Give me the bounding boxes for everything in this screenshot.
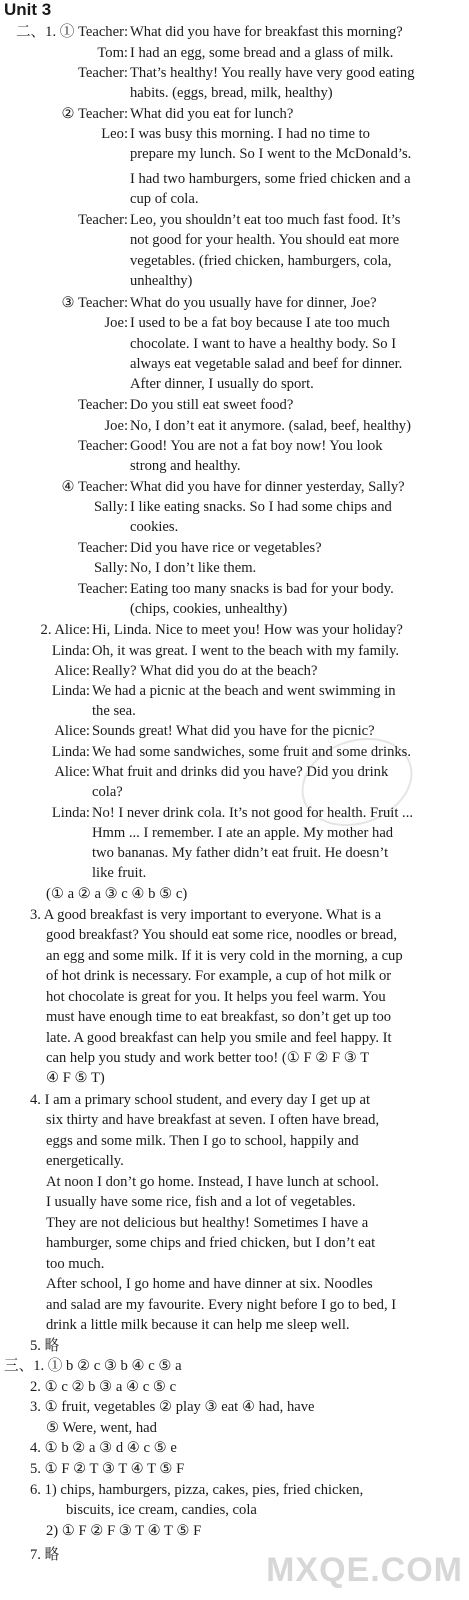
speaker-label: Teacher:: [77, 438, 128, 454]
text-line: What do you usually have for dinner, Joe?: [130, 295, 377, 311]
speaker-label: Linda:: [51, 683, 90, 699]
text-line: That’s healthy! You really have very good eating: [130, 65, 415, 81]
text-line: 6. 1) chips, hamburgers, pizza, cakes, pies, fried chicken,: [30, 1482, 364, 1498]
speaker-label: ④ Teacher:: [61, 479, 128, 495]
text-line: 4. ① b ② a ③ d ④ c ⑤ e: [30, 1440, 177, 1456]
speaker-label: Teacher:: [77, 540, 128, 556]
speaker-label: Linda:: [51, 643, 90, 659]
text-line: can help you study and work better too! (① F ② F ③ T: [46, 1050, 370, 1066]
speaker-label: Joe:: [104, 315, 128, 331]
speaker-label: Teacher:: [77, 581, 128, 597]
text-line: late. A good breakfast can help you smile and feel happy. It: [46, 1030, 392, 1046]
text-line: At noon I don’t go home. Instead, I have lunch at school.: [46, 1174, 379, 1190]
text-line: 5. ① F ② T ③ T ④ T ⑤ F: [30, 1461, 185, 1477]
text-line: Do you still eat sweet food?: [130, 397, 294, 413]
text-line: an egg and some milk. If it is very cold in the morning, a cup: [46, 948, 403, 964]
text-line: No, I don’t like them.: [130, 560, 257, 576]
text-line: habits. (eggs, bread, milk, healthy): [130, 85, 333, 101]
text-line: ⑤ Were, went, had: [46, 1420, 157, 1436]
text-line: 7. 略: [30, 1547, 60, 1563]
speaker-label: Joe:: [104, 418, 128, 434]
speaker-label: Alice:: [54, 663, 90, 679]
text-line: hot chocolate is great for you. It helps you feel warm. You: [46, 989, 386, 1005]
speaker-label: ③ Teacher:: [61, 295, 128, 311]
text-line: good breakfast? You should eat some rice, noodles or bread,: [46, 927, 397, 943]
text-line: 3. ① fruit, vegetables ② play ③ eat ④ had, have: [30, 1399, 315, 1415]
speaker-label: Teacher:: [77, 397, 128, 413]
text-line: two bananas. My father didn’t eat fruit. He doesn’t: [92, 845, 389, 861]
text-line: After school, I go home and have dinner at six. Noodles: [46, 1276, 373, 1292]
text-line: like fruit.: [92, 865, 147, 881]
text-line: drink a little milk because it can help me sleep well.: [46, 1317, 350, 1333]
speaker-label: 二、1. ① Teacher:: [15, 24, 128, 40]
text-line: 5. 略: [30, 1338, 60, 1354]
text-line: the sea.: [92, 703, 136, 719]
text-line: I had two hamburgers, some fried chicken and a: [130, 171, 411, 187]
text-line: 三、1. ① b ② c ③ b ④ c ⑤ a: [4, 1358, 182, 1374]
text-line: (① a ② a ③ c ④ b ⑤ c): [46, 886, 188, 902]
text-line: 4. I am a primary school student, and every day I get up at: [30, 1092, 371, 1108]
text-line: No! I never drink cola. It’s not good for health. Fruit ...: [92, 805, 413, 821]
text-line: Leo, you shouldn’t eat too much fast food. It’s: [130, 212, 401, 228]
text-line: biscuits, ice cream, candies, cola: [66, 1502, 257, 1518]
text-line: I usually have some rice, fish and a lot of vegetables.: [46, 1194, 356, 1210]
text-line: What did you have for breakfast this morning?: [130, 24, 403, 40]
text-line: After dinner, I usually do sport.: [130, 376, 314, 392]
text-line: and salad are my favourite. Every night before I go to bed, I: [46, 1297, 397, 1313]
speaker-label: Leo:: [101, 126, 128, 142]
text-line: (chips, cookies, unhealthy): [130, 601, 288, 617]
text-line: Sounds great! What did you have for the picnic?: [92, 723, 375, 739]
text-line: We had some sandwiches, some fruit and some drinks.: [92, 744, 412, 760]
text-line: must have enough time to eat breakfast, so don’t get up too: [46, 1009, 392, 1025]
text-line: cookies.: [130, 519, 179, 535]
text-line: unhealthy): [130, 273, 193, 289]
text-line: Oh, it was great. I went to the beach with my family.: [92, 643, 400, 659]
text-line: What fruit and drinks did you have? Did you drink: [92, 764, 389, 780]
text-line: I used to be a fat boy because I ate too much: [130, 315, 390, 331]
text-line: of hot drink is necessary. For example, a cup of hot milk or: [46, 968, 392, 984]
text-line: 3. A good breakfast is very important to everyone. What is a: [30, 907, 382, 923]
text-line: eggs and some milk. Then I go to school, happily and: [46, 1133, 359, 1149]
text-line: I was busy this morning. I had no time to: [130, 126, 370, 142]
speaker-label: Linda:: [51, 805, 90, 821]
speaker-label: Sally:: [93, 560, 128, 576]
text-line: They are not delicious but healthy! Sometimes I have a: [46, 1215, 369, 1231]
text-line: 2. ① c ② b ③ a ④ c ⑤ c: [30, 1379, 177, 1395]
text-line: always eat vegetable salad and beef for dinner.: [130, 356, 403, 372]
text-line: No, I don’t eat it anymore. (salad, beef, healthy): [130, 418, 411, 434]
text-line: Good! You are not a fat boy now! You look: [130, 438, 383, 454]
text-line: vegetables. (fried chicken, hamburgers, cola,: [130, 253, 392, 269]
text-line: Eating too many snacks is bad for your body.: [130, 581, 394, 597]
text-line: 2) ① F ② F ③ T ④ T ⑤ F: [46, 1523, 202, 1539]
speaker-label: Alice:: [54, 723, 90, 739]
site-watermark: MXQE.COM: [266, 1551, 463, 1589]
text-line: cup of cola.: [130, 191, 199, 207]
text-line: strong and healthy.: [130, 458, 241, 474]
text-line: We had a picnic at the beach and went swimming in: [92, 683, 396, 699]
unit-title: Unit 3: [4, 0, 52, 19]
text-line: prepare my lunch. So I went to the McDonald’s.: [130, 146, 412, 162]
speaker-label: Alice:: [54, 764, 90, 780]
text-line: too much.: [46, 1256, 105, 1272]
text-line: I like eating snacks. So I had some chips and: [130, 499, 392, 515]
speaker-label: Sally:: [93, 499, 128, 515]
text-line: ④ F ⑤ T): [46, 1070, 105, 1086]
text-line: hamburger, some chips and fried chicken, but I don’t eat: [46, 1235, 376, 1251]
speaker-label: 2. Alice:: [40, 622, 90, 638]
text-line: I had an egg, some bread and a glass of milk.: [130, 45, 394, 61]
text-line: chocolate. I want to have a healthy body. So I: [130, 336, 397, 352]
text-line: Really? What did you do at the beach?: [92, 663, 318, 679]
speaker-label: Linda:: [51, 744, 90, 760]
text-line: What did you have for dinner yesterday, Sally?: [130, 479, 405, 495]
speaker-label: Teacher:: [77, 212, 128, 228]
text-line: Did you have rice or vegetables?: [130, 540, 322, 556]
text-line: six thirty and have breakfast at seven. I often have bread,: [46, 1112, 380, 1128]
speaker-label: ② Teacher:: [61, 106, 128, 122]
text-line: Hmm ... I remember. I ate an apple. My mother had: [92, 825, 394, 841]
speaker-label: Tom:: [97, 45, 128, 61]
text-line: energetically.: [46, 1153, 124, 1169]
text-line: cola?: [92, 784, 123, 800]
speaker-label: Teacher:: [77, 65, 128, 81]
text-line: not good for your health. You should eat more: [130, 232, 400, 248]
text-line: What did you eat for lunch?: [130, 106, 294, 122]
text-line: Hi, Linda. Nice to meet you! How was your holiday?: [92, 622, 403, 638]
